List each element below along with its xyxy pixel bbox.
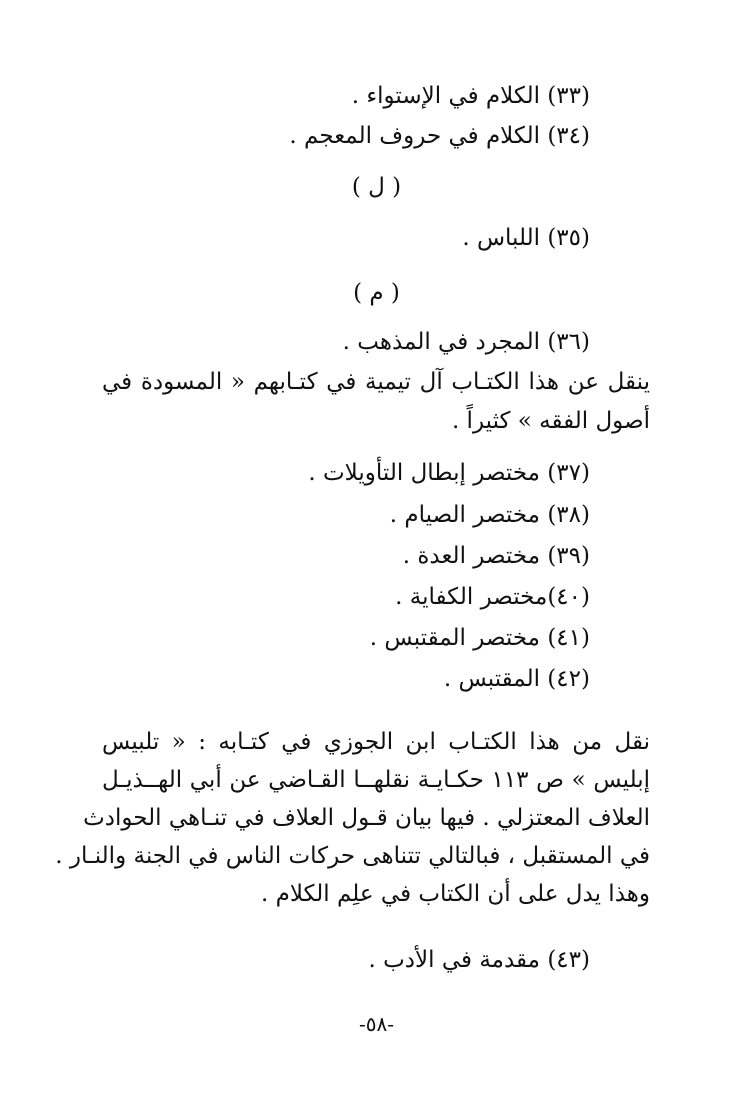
note-line: إبليس » ص ١١٣ حكـايـة نقلهــا القـاضي عن أبي الهــذيـل	[102, 767, 650, 793]
section-letter-mim: ( م )	[353, 280, 400, 306]
entry-33: (٣٣) الكلام في الإستواء .	[351, 83, 590, 109]
entry-35: (٣٥) اللباس .	[462, 225, 590, 251]
page-number: -٥٨-	[358, 1012, 394, 1036]
note-line: نقل من هذا الكتـاب ابن الجوزي في كتـابه : « تلبيس	[102, 729, 650, 755]
entry-38: (٣٨) مختصر الصيام .	[389, 502, 590, 528]
section-letter-lam: ( ل )	[351, 174, 402, 200]
note-line: وهذا يدل على أن الكتاب في علِم الكلام .	[260, 881, 650, 907]
note-line: العلاف المعتزلي . فيها بيان قـول العلاف في تنـاهي الحوادث	[83, 805, 650, 831]
note-line: في المستقبل ، فبالتالي تتناهى حركات الناس في الجنة والنـار .	[55, 843, 650, 869]
note-line: ينقل عن هذا الكتـاب آل تيمية في كتـابهم « المسودة في	[102, 369, 650, 395]
entry-36: (٣٦) المجرد في المذهب .	[342, 329, 590, 355]
entry-40: (٤٠)مختصر الكفاية .	[395, 584, 590, 610]
entry-34: (٣٤) الكلام في حروف المعجم .	[289, 123, 590, 149]
entry-42: (٤٢) المقتبس .	[443, 666, 590, 692]
entry-37: (٣٧) مختصر إبطال التأويلات .	[308, 460, 590, 486]
note-line: أصول الفقه » كثيراً .	[451, 408, 650, 434]
entry-41: (٤١) مختصر المقتبس .	[369, 625, 590, 651]
entry-39: (٣٩) مختصر العدة .	[402, 543, 590, 569]
entry-43: (٤٣) مقدمة في الأدب .	[368, 947, 590, 973]
